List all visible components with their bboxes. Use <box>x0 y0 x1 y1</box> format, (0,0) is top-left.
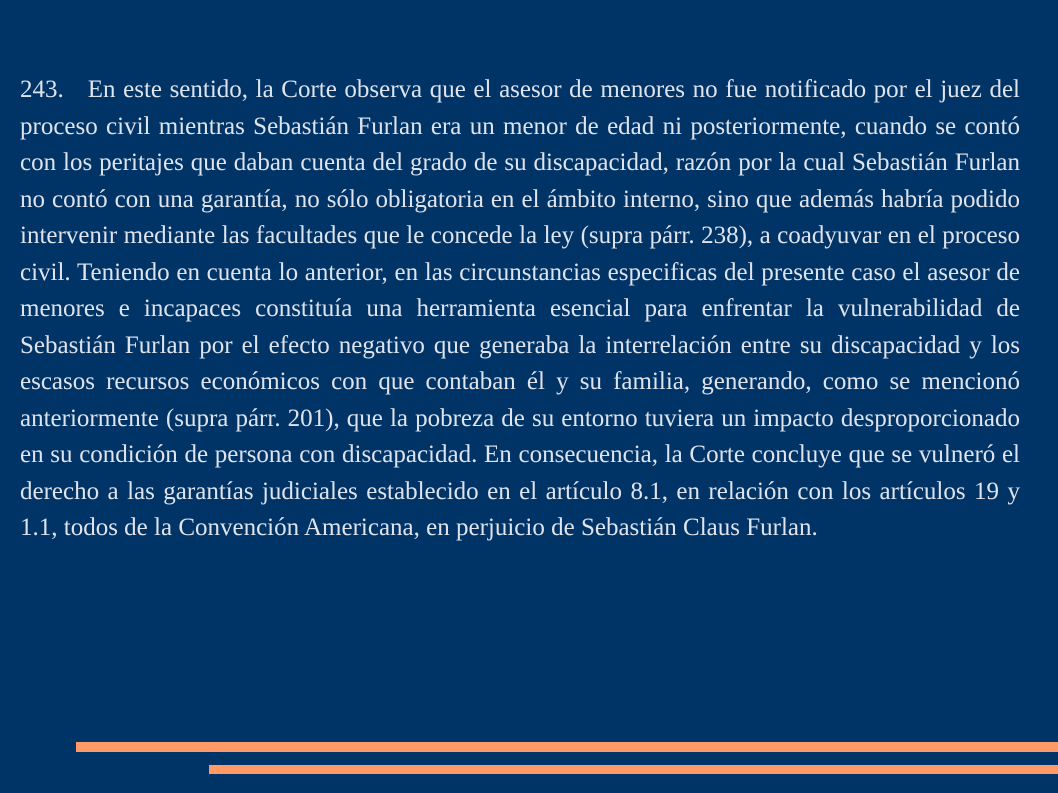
decorative-bar-top <box>76 742 1058 752</box>
paragraph-number: 243. <box>20 76 64 103</box>
paragraph-text: En este sentido, la Corte observa que el asesor de menores no fue notificado por el juez del proceso civil mientras Sebastián Furlan era un menor de edad ni posteriormente, cuando se contó con los peritajes que daban cuenta del grado de su discapacidad, razón por la cual Sebastián Furlan no contó con una garantía, no sólo obligatoria en el ámbito interno, sino que además habría podido intervenir mediante las facultades que le concede la ley (supra párr. 238), a coadyuvar en el proceso civil. Teniendo en cuenta lo anterior, en las circunstancias especificas del presente caso el asesor de menores e incapaces constituía una herramienta esencial para enfrentar la vulnerabilidad de Sebastián Furlan por el efecto negativo que generaba la interrelación entre su discapacidad y los escasos recursos económicos con que contaban él y su familia, generando, como se mencionó anteriormente (supra párr. 201), que la pobreza de su entorno tuviera un impacto desproporcionado en su condición de persona con discapacidad. En consecuencia, la Corte concluye que se vulneró el derecho a las garantías judiciales establecido en el artículo 8.1, en relación con los artículos 19 y 1.1, todos de la Convención Americana, en perjuicio de Sebastián Claus Furlan. <box>20 76 1020 541</box>
decorative-bar-bottom <box>209 765 1058 774</box>
paragraph-243 <box>20 72 1020 547</box>
